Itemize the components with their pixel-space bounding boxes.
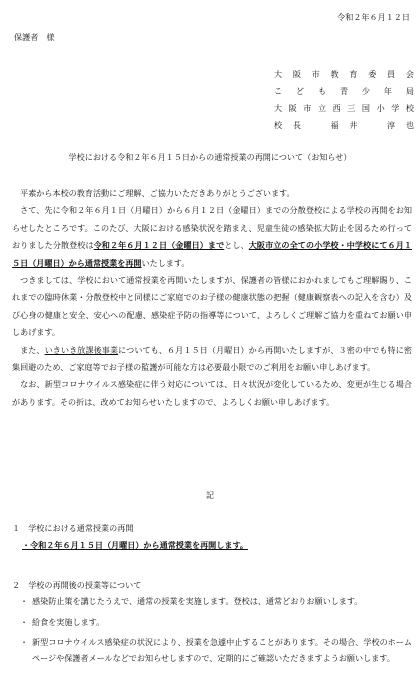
text: さて、先に令和２年６月１日（月曜日）から６月１２日（金曜日）までの分散登校による学校の再開をお知らせしたところです。このたび、大阪における感染状況を踏まえ、児童生徒の感染拡大防止を図るため行っておりました分散登校は — [12, 205, 412, 251]
paragraph-note — [12, 376, 412, 411]
text: とし、 — [224, 240, 249, 251]
text: についても、６月１５日（月曜日）から再開いたしますが、３密の中でも特に密集回避のため、ご家庭等でお子様の監護が可能な方は必要最小限でのご利用をお願い申しあげます。 — [12, 344, 412, 373]
paragraph-request — [12, 272, 412, 342]
section2-heading: ２ 学校の再開後の授業等について — [12, 580, 142, 590]
sender-line: こども青少年局 — [274, 86, 414, 96]
sender-line: 校長 福井 淳也 — [274, 120, 414, 130]
sender-line: 大阪市立西三国小学校 — [274, 103, 414, 113]
sender-block — [274, 66, 414, 134]
emphasis-end-date: 令和２年６月１２日（金曜日）まで — [93, 240, 225, 251]
list-item: ・ 感染防止策を講じたうえで、通常の授業を実施します。登校は、通常どおりお願いします。 — [22, 594, 412, 610]
document-date: 令和２年６月１２日 — [337, 12, 410, 22]
document-title: 学校における令和２年６月１５日からの通常授業の再開について（お知らせ） — [68, 152, 352, 162]
paragraph-afterschool — [12, 342, 412, 377]
section1-bullet: ・令和２年６月１５日（月曜日）から通常授業を再開します。 — [22, 540, 248, 550]
sender-line: 大阪市教育委員会 — [274, 69, 414, 79]
body-text — [12, 185, 412, 411]
text: また、 — [20, 344, 45, 355]
afterschool-program: いきいき放課後事業 — [44, 344, 119, 355]
list-item: ・ 給食を実施します。 — [22, 615, 412, 631]
emphasis-resume-date: 大阪市立の全ての小学校・中学校にて６月１５日（月曜日）から通常授業を再開 — [12, 240, 412, 268]
paragraph-resumption — [12, 202, 412, 272]
recipient: 保護者 様 — [14, 32, 55, 42]
section1-heading: １ 学校における通常授業の再開 — [12, 523, 134, 533]
text: なお、新型コロナウイルス感染症に伴う対応については、日々状況が変化しているため、変更が生じる場合があります。その折は、改めてお知らせいたしますので、よろしくお願い申しあげます。 — [12, 379, 412, 407]
text: つきましては、学校において通常授業を再開いたしますが、保護者の皆様におかれましてもご理解賜り、これまでの臨時休業・分散登校中と同様にご家庭でのお子様の健康状態の把握（健康観察表への記入を含む）及び心身の健康と安全、安心への配慮、感染症予防の指導等について、よろしくご理解ご協力を重ねてお願い申しあげます。 — [12, 275, 412, 338]
section2-list — [22, 594, 412, 671]
paragraph-greeting — [12, 185, 412, 202]
text: いたします。 — [141, 257, 190, 268]
list-item: ・ 新型コロナウイルス感染症の状況により、授業を急遽中止することがあります。その場合、学校のホームページや保護者メールなどでお知らせしますので、定期的にご確認いただきますようお願いします。 — [22, 635, 412, 666]
text: 平素から本校の教育活動にご理解、ご協力いただきありがとうございます。 — [20, 188, 295, 198]
ki-heading: 記 — [205, 490, 215, 500]
